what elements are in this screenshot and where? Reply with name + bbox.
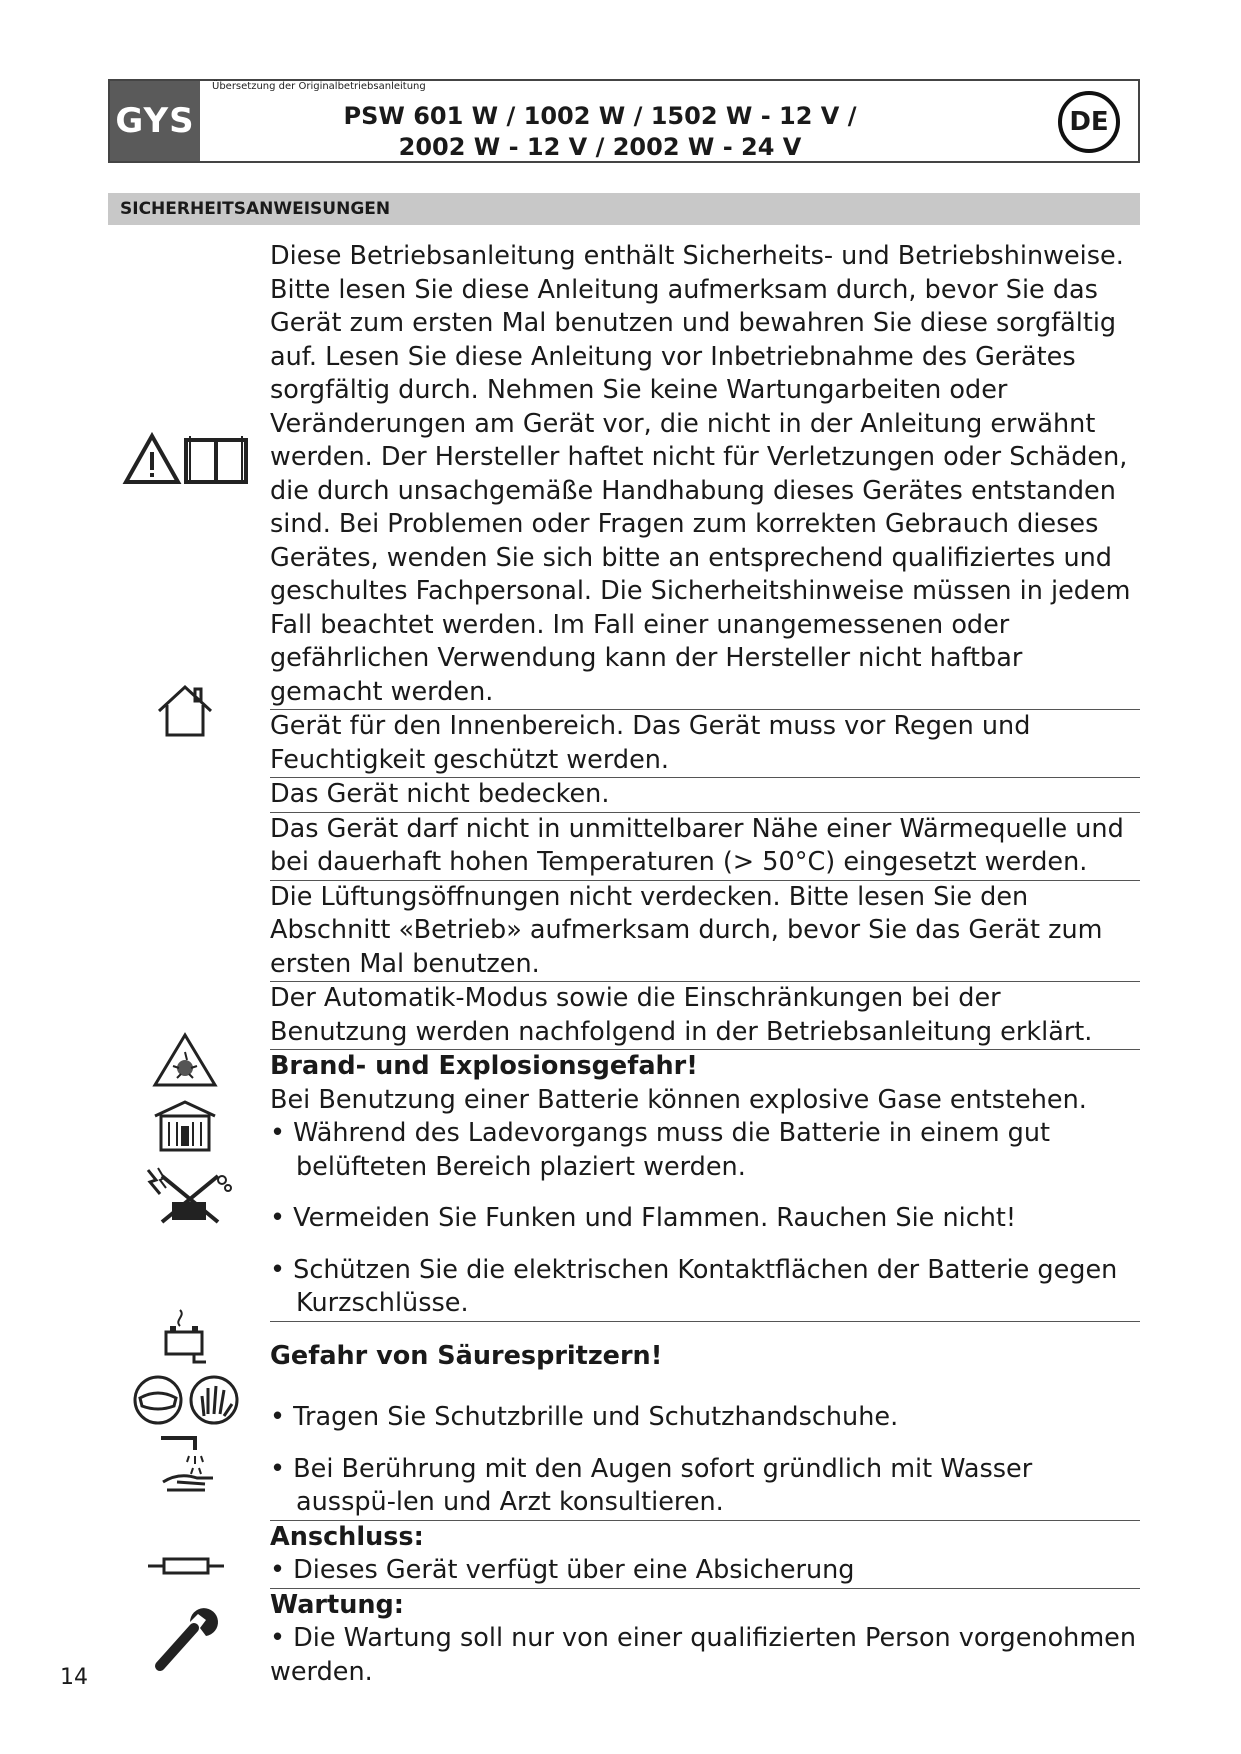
header-subtitle: Übersetzung der Originalbetriebsanleitung <box>212 81 426 92</box>
auto-text: Der Automatik-Modus sowie die Einschränkungen bei der Benutzung werden nachfolgend in der Betriebsanleitung erklärt. <box>270 983 1093 1047</box>
ventilation-icon <box>153 1100 217 1152</box>
fuse-icon <box>148 1556 224 1576</box>
language-badge: DE <box>1058 91 1120 153</box>
explosion-icon <box>153 1032 217 1088</box>
fire-bullet-3: • Schützen Sie die elektrischen Kontaktflächen der Batterie gegen Kurzschlüsse. <box>270 1254 1118 1318</box>
connection-block <box>270 1521 1140 1589</box>
safety-instructions <box>270 240 1140 1689</box>
vents-text: Die Lüftungsöffnungen nicht verdecken. Bitte lesen Sie den Abschnitt «Betrieb» aufmerksam durch, bevor Sie das Gerät zum ersten Mal benutzen. <box>270 881 1103 979</box>
wrench-icon <box>150 1602 220 1676</box>
title-line-1: PSW 601 W / 1002 W / 1502 W - 12 V / <box>343 102 857 130</box>
acid-bullet-2: • Bei Berührung mit den Augen sofort gründlich mit Wasser ausspü-len und Arzt konsultieren. <box>270 1453 1033 1517</box>
maintenance-block <box>270 1589 1140 1690</box>
fire-block <box>270 1050 1140 1322</box>
page-title <box>230 101 970 163</box>
title-line-2: 2002 W - 12 V / 2002 W - 24 V <box>398 133 802 161</box>
section-title: SICHERHEITSANWEISUNGEN <box>108 193 1140 225</box>
heat-text: Das Gerät darf nicht in unmittelbarer Nähe einer Wärmequelle und bei dauerhaft hohen Temperaturen (> 50°C) eingesetzt werden. <box>270 813 1124 877</box>
eye-rinse-icon <box>157 1432 221 1496</box>
heat-block <box>270 813 1140 881</box>
maintenance-title: Wartung: <box>270 1589 404 1620</box>
gys-logo: GYS <box>110 81 200 161</box>
cover-text: Das Gerät nicht bedecken. <box>270 779 610 809</box>
intro-text: Diese Betriebsanleitung enthält Sicherheits- und Betriebshinweise. Bitte lesen Sie diese Anleitung aufmerksam durch, bevor Sie das Gerät zum ersten Mal benutzen und bewahren Sie diese sorgfältig auf. Lesen Sie diese Anleitung vor Inbetriebnahme des Gerätes sorgfältig durch. Nehmen Sie keine Wartungarbeiten oder Veränderungen am Gerät vor, die nicht in der Anleitung erwähnt werden. Der Hersteller haftet nicht für Verletzungen oder Schäden, die durch unsachgemäße Handhabung dieses Gerätes entstanden sind. Bei Problemen oder Fragen zum korrekten Gebrauch dieses Gerätes, wenden Sie sich bitte an entsprechend qualifiziertes und geschultes Fachpersonal. Die Sicherheitshinweise müssen in jedem Fall beachtet werden. Im Fall einer unangemessenen oder gefährlichen Verwendung kann der Hersteller nicht haftbar gemacht werden. <box>270 241 1131 707</box>
intro-block <box>270 240 1140 710</box>
fire-text: Bei Benutzung einer Batterie können explosive Gase entstehen. <box>270 1084 1087 1115</box>
fire-title: Brand- und Explosionsgefahr! <box>270 1051 698 1081</box>
no-sparks-icon <box>142 1166 232 1224</box>
acid-battery-icon <box>160 1308 212 1364</box>
fire-bullet-2: • Vermeiden Sie Funken und Flammen. Rauchen Sie nicht! <box>270 1203 1017 1233</box>
auto-block <box>270 982 1140 1050</box>
acid-block <box>270 1322 1140 1521</box>
vents-block <box>270 881 1140 983</box>
maintenance-bullet-1: • Die Wartung soll nur von einer qualifizierten Person vorgenohmen werden. <box>270 1623 1137 1687</box>
goggles-gloves-icon <box>132 1374 242 1426</box>
connection-title: Anschluss: <box>270 1521 424 1552</box>
page-number: 14 <box>60 1665 88 1690</box>
cover-block <box>270 778 1140 813</box>
warning-manual-icon <box>124 432 248 486</box>
indoor-block <box>270 710 1140 778</box>
acid-title: Gefahr von Säurespritzern! <box>270 1340 663 1371</box>
indoor-text: Gerät für den Innenbereich. Das Gerät muss vor Regen und Feuchtigkeit geschützt werden. <box>270 711 1031 775</box>
connection-bullet-1: • Dieses Gerät verfügt über eine Absicherung <box>270 1555 855 1585</box>
acid-bullet-1: • Tragen Sie Schutzbrille und Schutzhandschuhe. <box>270 1402 899 1432</box>
document-header <box>108 79 1140 163</box>
fire-bullet-1: • Während des Ladevorgangs muss die Batterie in einem gut belüfteten Bereich plaziert werden. <box>270 1118 1051 1182</box>
house-icon <box>155 683 215 739</box>
